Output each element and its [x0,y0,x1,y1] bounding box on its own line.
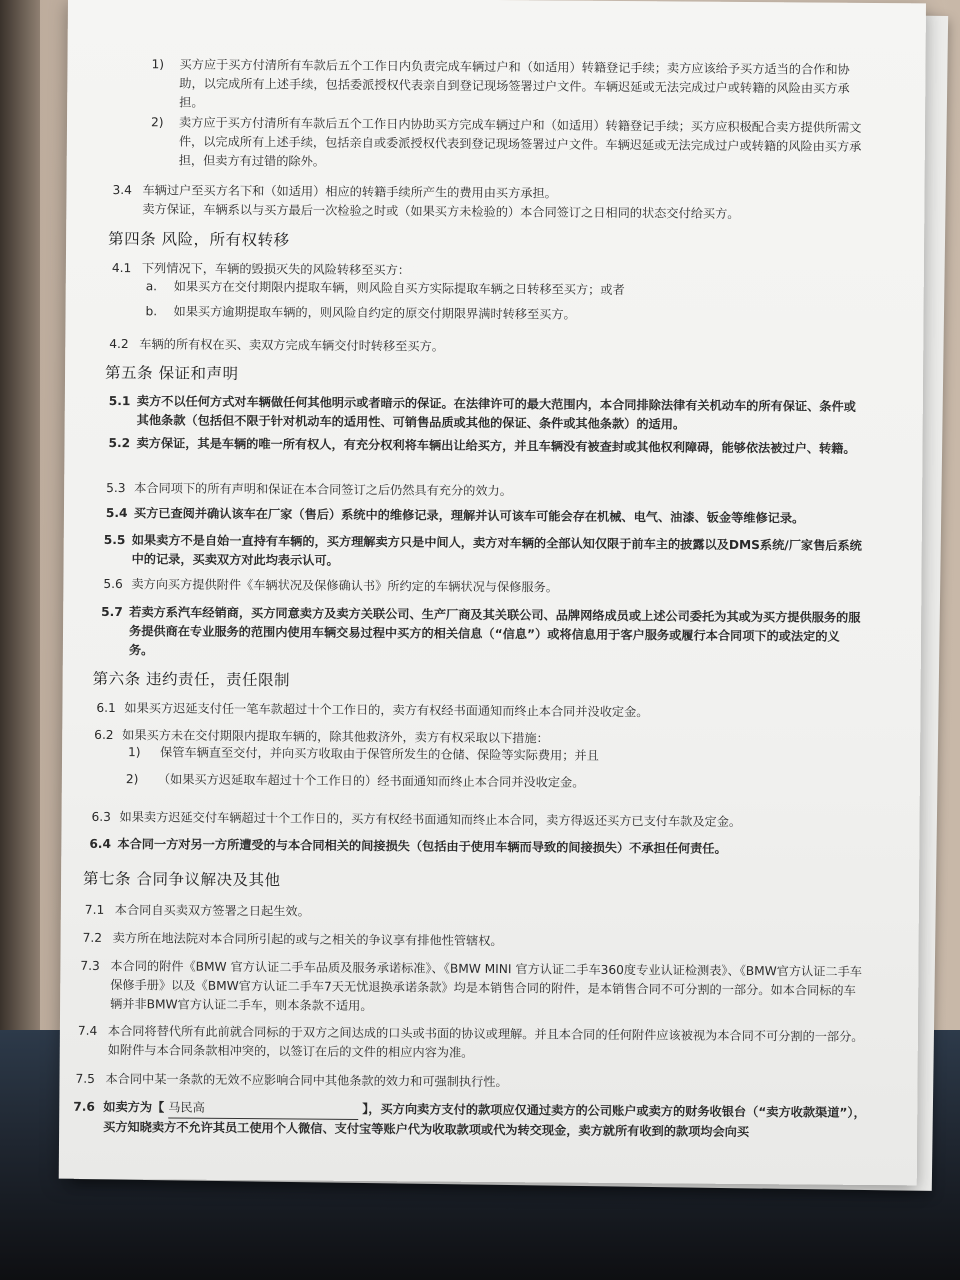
clause-7-4-text: 本合同将替代所有此前就合同标的于双方之间达成的口头或书面的协议或理解。并且本合同的任何附件应该被视为本合同不可分割的一部分。如附件与本合同条款相冲突的，以签订在后的文件的相应内容为准。 [107,1023,864,1060]
clause-7-2-text: 卖方所在地法院对本合同所引起的或与之相关的争议享有排他性管辖权。 [112,931,503,949]
clause-5-6-number: 5.6 [103,576,123,592]
section-6-heading: 第六条 违约责任，责任限制 [92,669,291,690]
clause-7-3-number: 7.3 [80,958,100,973]
clause-7-6-text [103,1098,867,1143]
clause-4-1-b-number: b. [145,304,158,319]
clause-6-3-number: 6.3 [91,809,112,824]
clause-3-4-text: 车辆过户至买方名下和（如适用）相应的转籍手续所产生的费用由买方承担。 [142,183,557,201]
clause-5-7-text: 若卖方系汽车经销商，买方同意卖方及卖方关联公司、生产厂商及其关联公司、品牌网络成员或上述公司委托为其或为买方提供服务的服务提供商在专业服务的范围内使用车辆交易过程中买方的相关信息（“信息”）或将信息用于客户服务或履行本合同项下的或法定的义务。 [128,605,861,658]
clause-5-5-number: 5.5 [103,532,126,548]
clause-3-3-1-text: 买方应于买方付清所有车款后五个工作日内负责完成车辆过户和（如适用）转籍登记手续；卖方应该给予买方适当的合作和协助，以完成所有上述手续，包括委派授权代表亲自到登记现场签署过户文件。车辆迟延或无法完成过户或转籍的风险由买方承担。 [179,57,850,110]
clause-4-1-text: 下列情况下，车辆的毁损灭失的风险转移至买方： [141,261,411,278]
clause-7-6-prefix: 如卖方为【 [103,1099,165,1115]
clause-6-2-2-text: （如果买方迟延取车超过十个工作日的）经书面通知而终止本合同并没收定金。 [157,772,585,790]
seller-name-field: 马民高 [168,1098,358,1119]
clause-5-3-number: 5.3 [106,480,126,496]
clause-5-1-number: 5.1 [108,393,131,409]
clause-5-4-number: 5.4 [105,505,128,521]
clause-6-3-text: 如果卖方迟延交付车辆超过十个工作日的，买方有权经书面通知而终止本合同，卖方得返还买方已支付车款及定金。 [119,810,742,829]
clause-7-1-text: 本合同自买卖双方签署之日起生效。 [114,903,310,919]
clause-5-6-text: 卖方向买方提供附件《车辆状况及保修确认书》所约定的车辆状况与保修服务。 [131,577,559,595]
clause-3-3-1-number: 1) [151,57,165,72]
clause-3-3-2-text: 卖方应于买方付清所有车款后五个工作日内协助买方完成车辆过户和（如适用）转籍登记手续；买方应积极配合卖方提供所需文件，以完成所有上述手续，包括亲自或委派授权代表到登记现场签署过户文件。车辆迟延或无法完成过户或转籍的风险由买方承担，但卖方有过错的除外。 [178,115,862,169]
clause-5-3-text: 本合同项下的所有声明和保证在本合同签订之后仍然具有充分的效力。 [134,481,513,499]
clause-7-1-number: 7.1 [84,902,105,917]
clause-4-2-text: 车辆的所有权在买、卖双方完成车辆交付时转移至买方。 [139,337,445,354]
section-7-heading: 第七条 合同争议解决及其他 [83,869,281,890]
clause-6-2-number: 6.2 [94,727,114,743]
clause-6-2-2-number: 2) [125,772,139,787]
clause-6-1-number: 6.1 [96,700,116,716]
clause-7-5-number: 7.5 [75,1071,95,1086]
clause-5-4-text: 买方已查阅并确认该车在厂家（售后）系统中的维修记录，理解并认可该车可能会存在机械、电气、油漆、钣金等维修记录。 [133,506,805,526]
clause-5-2-text: 卖方保证，其是车辆的唯一所有权人，有充分权利将车辆出让给买方，并且车辆没有被查封或其他权利障碍，能够依法被过户、转籍。 [136,436,856,456]
clause-3-4-text-2: 卖方保证，车辆系以与买方最后一次检验之时或（如果买方未检验的）本合同签订之日相同的状态交付给买方。 [142,202,740,221]
clause-3-3-2-number: 2) [150,115,164,130]
clause-7-3-text: 本合同的附件《BMW 官方认证二手车品质及服务承诺标准》、《BMW MINI 官方认证二手车360度专业认证检测表》、《BMW官方认证二手车保修手册》以及《BMW官方认证二手车7天无忧退换承诺条款》均是本销售合同的附件，是本销售合同不可分割的一部分。如本合同标的车辆并非BMW官方认证二手车，则本条款不适用。 [110,958,863,1014]
clause-6-2-1-number: 1) [128,745,141,760]
clause-7-6-number: 7.6 [73,1099,95,1114]
clause-3-4-number: 3.4 [112,182,132,198]
clause-4-1-number: 4.1 [111,260,132,276]
clause-7-6-body: 】，买方向卖方支付的款项应仅通过卖方的公司账户或卖方的财务收银台（“卖方收款渠道”），买方知晓卖方不允许其员工使用个人微信、支付宝等账户代为收取款项或代为转交现金，卖方就所有收到的款项均会向买 [103,1101,866,1140]
clause-6-2-text: 如果买方未在交付期限内提取车辆的，除其他救济外，卖方有权采取以下措施： [122,728,549,746]
clause-4-1-a-number: a. [145,279,158,294]
clause-4-2-number: 4.2 [109,336,129,352]
clause-5-7-number: 5.7 [101,604,123,620]
clause-6-1-text: 如果买方迟延支付任一笔车款超过十个工作日的，卖方有权经书面通知而终止本合同并没收定金。 [124,701,649,720]
section-4-heading: 第四条 风险，所有权转移 [108,229,290,250]
clause-7-5-text: 本合同中某一条款的无效不应影响合同中其他条款的效力和可强制执行性。 [105,1071,508,1090]
clause-5-5-text: 如果卖方不是自始一直持有车辆的，买方理解卖方只是中间人，卖方对车辆的全部认知仅限于前车主的披露以及DMS系统/厂家售后系统中的记录，买卖双方对此均表示认可。 [131,533,862,568]
contract-page [59,0,926,1185]
section-5-heading: 第五条 保证和声明 [104,363,239,383]
clause-4-1-b-text: 如果买方逾期提取车辆的，则风险自约定的原交付期限界满时转移至买方。 [173,304,576,322]
clause-6-2-1-text: 保管车辆直至交付，并向买方收取由于保管所发生的仓储、保险等实际费用；并且 [160,745,599,763]
clause-6-4-text: 本合同一方对另一方所遭受的与本合同相关的间接损失（包括由于使用车辆而导致的间接损失）不承担任何责任。 [117,837,727,856]
clause-7-2-number: 7.2 [82,930,103,945]
clause-7-4-number: 7.4 [77,1023,98,1038]
clause-5-1-text: 卖方不以任何方式对车辆做任何其他明示或者暗示的保证。在法律许可的最大范围内，本合同排除法律有关机动车的所有保证、条件或其他条款（包括但不限于针对机动车的适用性、可销售品质或其他的保证、条件或其他条款）的适用。 [136,394,856,432]
desk-shadow-left [0,0,40,1030]
clause-5-2-number: 5.2 [108,435,131,451]
clause-6-4-number: 6.4 [89,836,112,851]
clause-4-1-a-text: 如果买方在交付期限内提取车辆，则风险自买方实际提取车辆之日转移至买方；或者 [173,279,625,298]
